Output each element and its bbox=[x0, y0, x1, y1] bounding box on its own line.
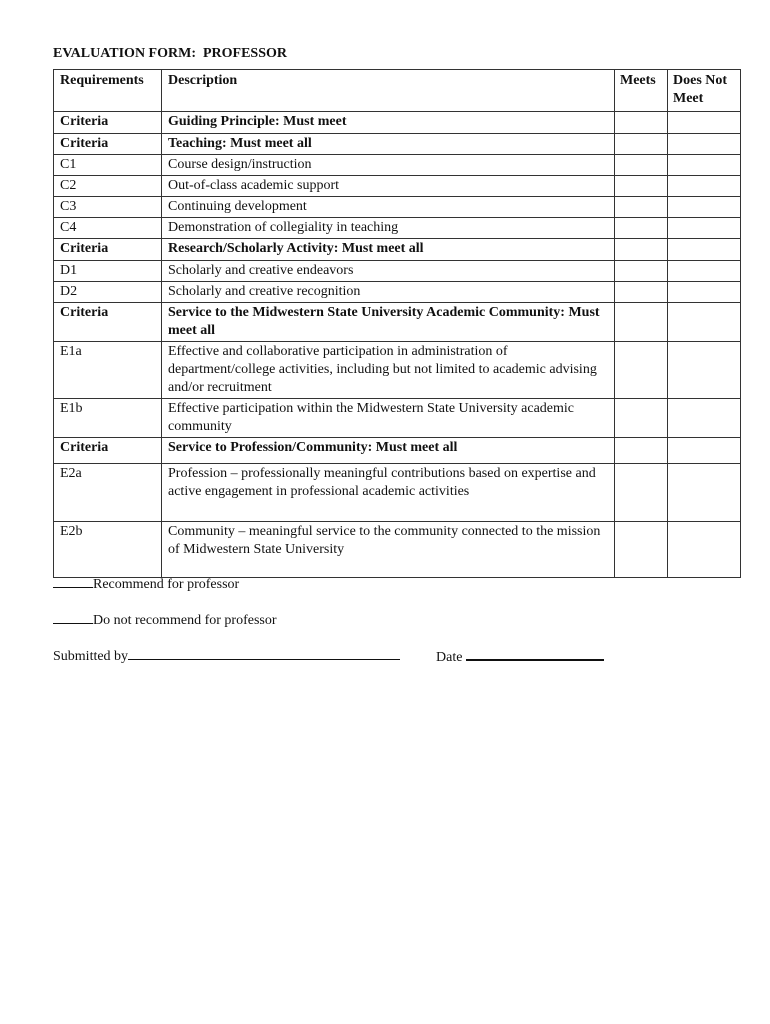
does-not-meet-cell[interactable] bbox=[668, 438, 741, 464]
header-requirements: Requirements bbox=[54, 70, 162, 112]
description-cell: Scholarly and creative endeavors bbox=[162, 261, 615, 282]
does-not-meet-cell[interactable] bbox=[668, 282, 741, 303]
meets-cell[interactable] bbox=[615, 303, 668, 342]
meets-cell[interactable] bbox=[615, 522, 668, 578]
requirement-cell: E2a bbox=[54, 464, 162, 522]
requirement-cell: D2 bbox=[54, 282, 162, 303]
date-blank[interactable] bbox=[466, 646, 604, 661]
does-not-meet-cell[interactable] bbox=[668, 522, 741, 578]
meets-cell[interactable] bbox=[615, 261, 668, 282]
table-row bbox=[54, 522, 741, 578]
table-row bbox=[54, 239, 741, 261]
header-meets: Meets bbox=[615, 70, 668, 112]
does-not-meet-cell[interactable] bbox=[668, 342, 741, 399]
table-body bbox=[54, 112, 741, 578]
description-cell: Course design/instruction bbox=[162, 155, 615, 176]
table-row bbox=[54, 438, 741, 464]
description-cell: Effective participation within the Midwestern State University academic community bbox=[162, 399, 615, 438]
requirement-cell: E1a bbox=[54, 342, 162, 399]
description-cell: Service to Profession/Community: Must meet all bbox=[162, 438, 615, 464]
requirement-cell: C2 bbox=[54, 176, 162, 197]
meets-cell[interactable] bbox=[615, 399, 668, 438]
meets-cell[interactable] bbox=[615, 239, 668, 261]
description-cell: Demonstration of collegiality in teaching bbox=[162, 218, 615, 239]
submitted-by-label: Submitted by bbox=[53, 649, 129, 664]
table-row bbox=[54, 464, 741, 522]
does-not-meet-cell[interactable] bbox=[668, 218, 741, 239]
recommend-label: Recommend for professor bbox=[93, 577, 240, 592]
recommend-blank[interactable] bbox=[53, 574, 93, 588]
requirement-cell: Criteria bbox=[54, 303, 162, 342]
meets-cell[interactable] bbox=[615, 197, 668, 218]
table-row bbox=[54, 112, 741, 134]
requirement-cell: C1 bbox=[54, 155, 162, 176]
description-cell: Out-of-class academic support bbox=[162, 176, 615, 197]
not-recommend-blank[interactable] bbox=[53, 610, 93, 624]
date-line bbox=[436, 646, 604, 667]
description-cell: Effective and collaborative participation in administration of department/college activities, including but not limited to academic advising and/or recruitment bbox=[162, 342, 615, 399]
submitted-by-blank[interactable] bbox=[128, 646, 400, 660]
does-not-meet-cell[interactable] bbox=[668, 197, 741, 218]
description-cell: Teaching: Must meet all bbox=[162, 134, 615, 155]
meets-cell[interactable] bbox=[615, 438, 668, 464]
not-recommend-label: Do not recommend for professor bbox=[93, 613, 277, 628]
evaluation-table bbox=[53, 69, 741, 578]
meets-cell[interactable] bbox=[615, 112, 668, 134]
meets-cell[interactable] bbox=[615, 134, 668, 155]
description-cell: Guiding Principle: Must meet bbox=[162, 112, 615, 134]
requirement-cell: C4 bbox=[54, 218, 162, 239]
table-row bbox=[54, 282, 741, 303]
table-row bbox=[54, 261, 741, 282]
requirement-cell: Criteria bbox=[54, 134, 162, 155]
does-not-meet-cell[interactable] bbox=[668, 239, 741, 261]
description-cell: Community – meaningful service to the community connected to the mission of Midwestern State University bbox=[162, 522, 615, 578]
does-not-meet-cell[interactable] bbox=[668, 134, 741, 155]
header-does-not-meet: Does Not Meet bbox=[668, 70, 741, 112]
table-row bbox=[54, 399, 741, 438]
table-row bbox=[54, 303, 741, 342]
description-cell: Research/Scholarly Activity: Must meet all bbox=[162, 239, 615, 261]
requirement-cell: D1 bbox=[54, 261, 162, 282]
description-cell: Scholarly and creative recognition bbox=[162, 282, 615, 303]
does-not-meet-cell[interactable] bbox=[668, 261, 741, 282]
does-not-meet-cell[interactable] bbox=[668, 399, 741, 438]
requirement-cell: E2b bbox=[54, 522, 162, 578]
meets-cell[interactable] bbox=[615, 282, 668, 303]
form-title: EVALUATION FORM: PROFESSOR bbox=[53, 46, 288, 61]
meets-cell[interactable] bbox=[615, 176, 668, 197]
table-row bbox=[54, 197, 741, 218]
meets-cell[interactable] bbox=[615, 464, 668, 522]
does-not-meet-cell[interactable] bbox=[668, 303, 741, 342]
header-description: Description bbox=[162, 70, 615, 112]
table-row bbox=[54, 155, 741, 176]
meets-cell[interactable] bbox=[615, 218, 668, 239]
requirement-cell: E1b bbox=[54, 399, 162, 438]
does-not-meet-cell[interactable] bbox=[668, 464, 741, 522]
meets-cell[interactable] bbox=[615, 155, 668, 176]
table-row bbox=[54, 218, 741, 239]
table-row bbox=[54, 342, 741, 399]
not-recommend-line bbox=[53, 610, 277, 630]
recommend-line bbox=[53, 574, 239, 594]
does-not-meet-cell[interactable] bbox=[668, 176, 741, 197]
meets-cell[interactable] bbox=[615, 342, 668, 399]
description-cell: Profession – professionally meaningful contributions based on expertise and active engagement in professional academic activities bbox=[162, 464, 615, 522]
date-label: Date bbox=[436, 650, 463, 665]
requirement-cell: C3 bbox=[54, 197, 162, 218]
description-cell: Continuing development bbox=[162, 197, 615, 218]
does-not-meet-cell[interactable] bbox=[668, 155, 741, 176]
table-row bbox=[54, 176, 741, 197]
description-cell: Service to the Midwestern State University Academic Community: Must meet all bbox=[162, 303, 615, 342]
requirement-cell: Criteria bbox=[54, 438, 162, 464]
requirement-cell: Criteria bbox=[54, 112, 162, 134]
submitted-by-line bbox=[53, 646, 400, 666]
header-row bbox=[54, 70, 741, 112]
table-row bbox=[54, 134, 741, 155]
requirement-cell: Criteria bbox=[54, 239, 162, 261]
does-not-meet-cell[interactable] bbox=[668, 112, 741, 134]
